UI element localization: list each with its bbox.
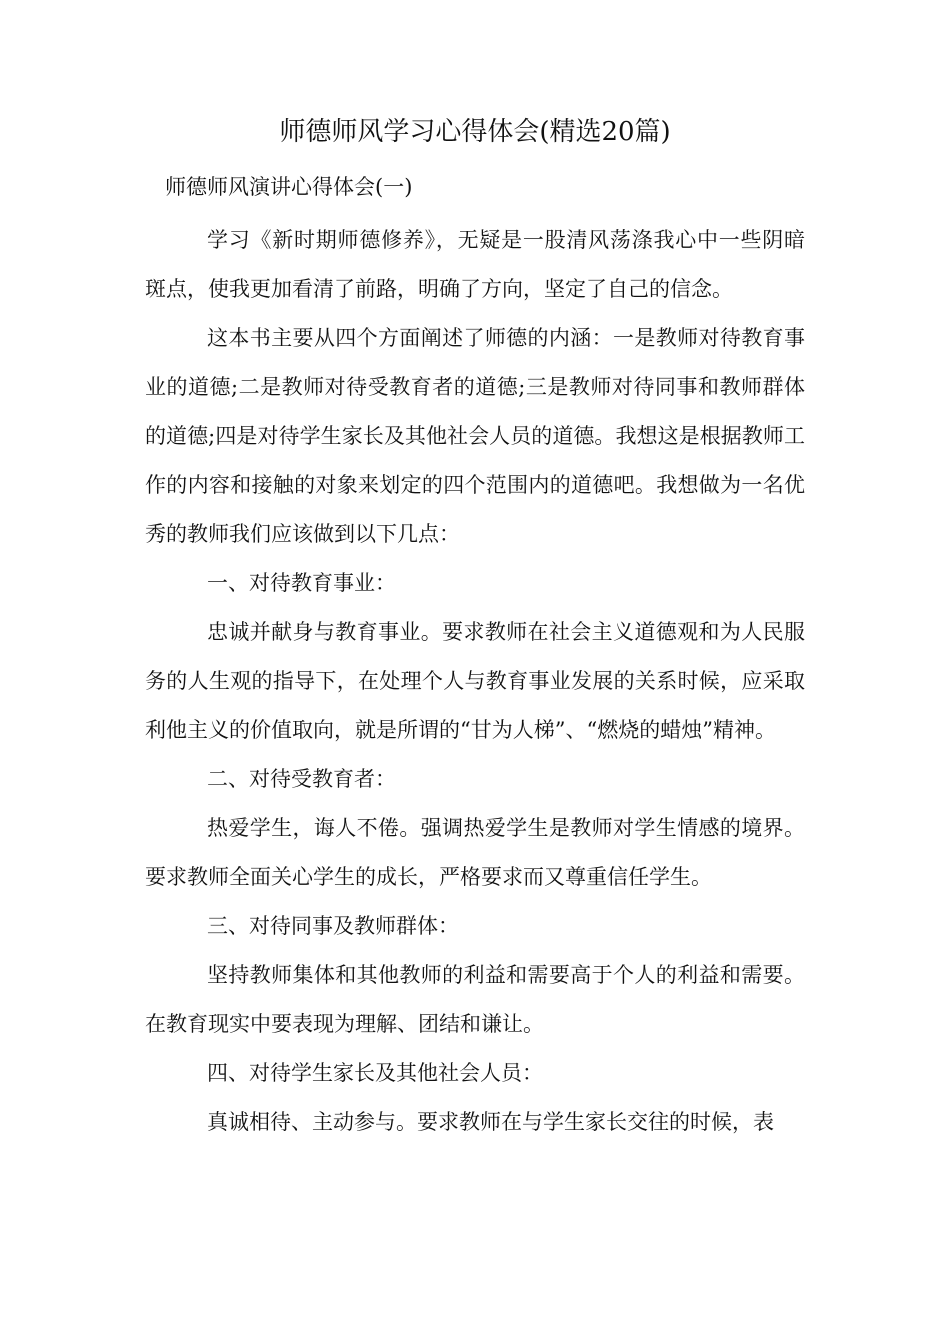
page-title: 师德师风学习心得体会(精选20篇) (279, 117, 671, 147)
paragraph-overview: 这本书主要从四个方面阐述了师德的内涵：一是教师对待教育事业的道德;二是教师对待受教育者的道德;三是教师对待同事和教师群体的道德;四是对待学生家长及其他社会人员的道德。我想这是根据教师工作的内容和接触的对象来划定的四个范围内的道德吧。我想做为一名优秀的教师我们应该做到以下几点： (145, 326, 805, 546)
heading-parents: 四、对待学生家长及其他社会人员： (207, 1061, 543, 1085)
paragraph-students: 热爱学生，诲人不倦。强调热爱学生是教师对学生情感的境界。要求教师全面关心学生的成长，严格要求而又尊重信任学生。 (145, 816, 805, 889)
section-subtitle: 师德师风演讲心得体会(一) (165, 175, 413, 199)
heading-education-career: 一、对待教育事业： (207, 571, 396, 595)
paragraph-intro: 学习《新时期师德修养》，无疑是一股清风荡涤我心中一些阴暗斑点，使我更加看清了前路，明确了方向，坚定了自己的信念。 (145, 228, 805, 301)
paragraph-parents: 真诚相待、主动参与。要求教师在与学生家长交往的时候，表 (207, 1110, 774, 1134)
heading-colleagues: 三、对待同事及教师群体： (207, 914, 459, 938)
paragraph-colleagues: 坚持教师集体和其他教师的利益和需要高于个人的利益和需要。在教育现实中要表现为理解、团结和谦让。 (145, 963, 805, 1036)
paragraph-education-career: 忠诚并献身与教育事业。要求教师在社会主义道德观和为人民服务的人生观的指导下，在处理个人与教育事业发展的关系时候，应采取利他主义的价值取向，就是所谓的“甘为人梯”、“燃烧的蜡烛”精神。 (145, 620, 805, 742)
heading-students: 二、对待受教育者： (207, 767, 396, 791)
document-body (145, 216, 805, 1147)
